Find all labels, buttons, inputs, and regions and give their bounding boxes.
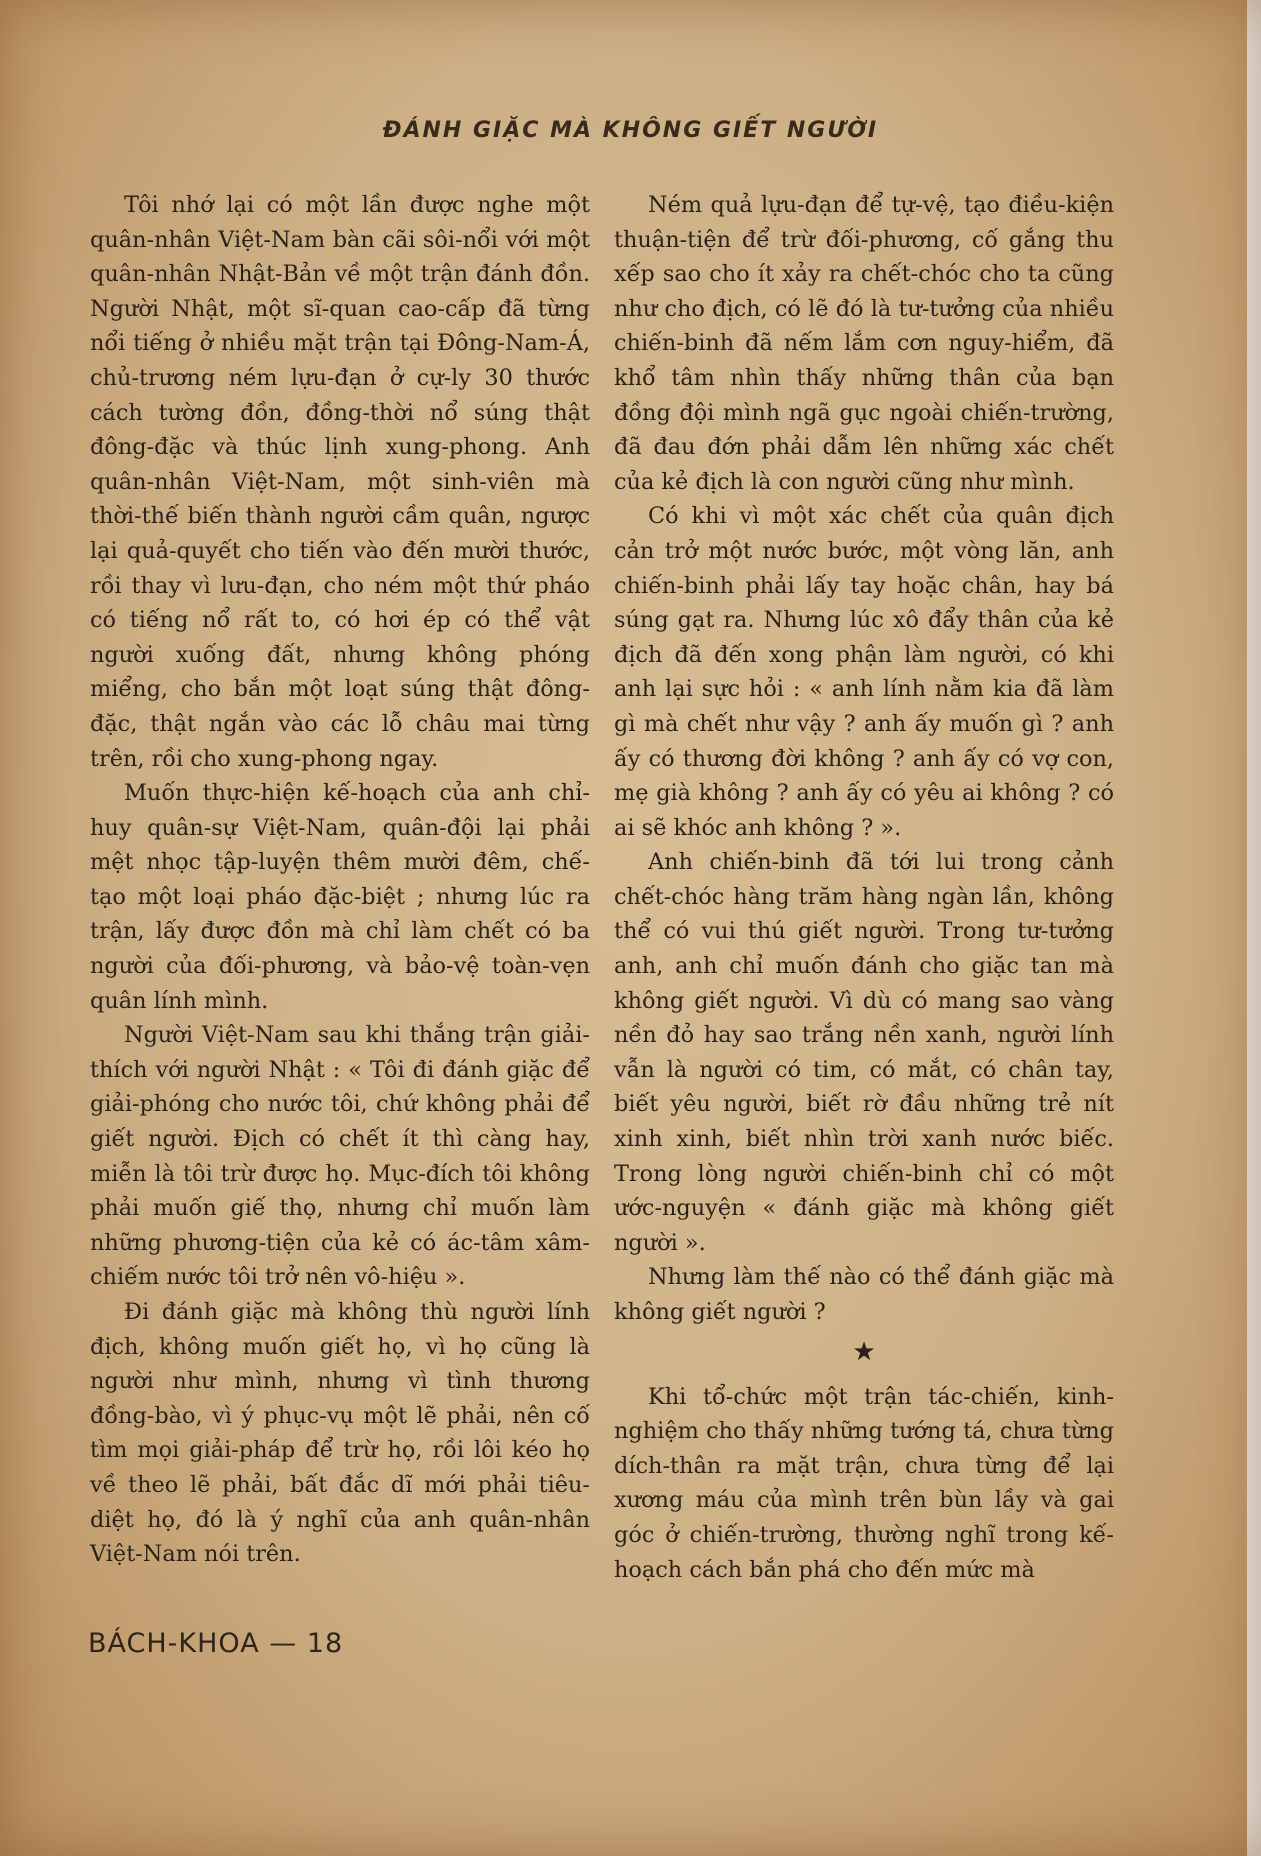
scan-edge bbox=[1247, 0, 1261, 1856]
paragraph: Đi đánh giặc mà không thù người lính địch, không muốn giết họ, vì họ cũng là người như mình, nhưng vì tình thương đồng-bào, vì ý phục-vụ một lẽ phải, nên cố tìm mọi giải-pháp để trừ họ, rồi lôi kéo họ về theo lẽ phải, bất đắc dĩ mới phải tiêu-diệt họ, đó là ý nghĩ của anh quân-nhân Việt-Nam nói trên. bbox=[90, 1299, 590, 1568]
paragraph: Có khi vì một xác chết của quân địch cản trở một nước bước, một vòng lăn, anh chiến-binh phải lấy tay hoặc chân, hay bá súng gạt ra. Nhưng lúc xô đẩy thân của kẻ địch đã đến xong phận làm người, có khi anh lại sực hỏi : « anh lính nằm kia đã làm gì mà chết như vậy ? anh ấy muốn gì ? anh ấy có thương đời không ? anh ấy có vợ con, mẹ già không ? anh ấy có yêu ai không ? có ai sẽ khóc anh không ? ». bbox=[614, 503, 1114, 841]
paragraph: Nhưng làm thế nào có thể đánh giặc mà không giết người ? bbox=[614, 1264, 1114, 1325]
running-title: ĐÁNH GIẶC MÀ KHÔNG GIẾT NGƯỜI bbox=[382, 118, 879, 143]
paragraph: Khi tổ-chức một trận tác-chiến, kinh-nghiệm cho thấy những tướng tá, chưa từng dích-thân ra mặt trận, chưa từng để lại xương máu của mình trên bùn lầy và gai góc ở chiến-trường, thường nghĩ trong kế-hoạch cách bắn phá cho đến mức mà bbox=[614, 1383, 1114, 1583]
page-footer: BÁCH-KHOA — 18 bbox=[88, 1628, 344, 1659]
paragraph: Anh chiến-binh đã tới lui trong cảnh chết-chóc hàng trăm hàng ngàn lần, không thể có vui thú giết người. Trong tư-tưởng anh, anh chỉ muốn đánh cho giặc tan mà không giết người. Vì dù có mang sao vàng nền đỏ hay sao trắng nền xanh, người lính vẫn là người có tim, có mắt, có chân tay, biết yêu người, biết rờ đầu những trẻ nít xinh xinh, biết nhìn trời xanh nước biếc. Trong lòng người chiến-binh chỉ có một ước-nguyện « đánh giặc mà không giết người ». bbox=[614, 849, 1114, 1256]
right-column bbox=[614, 188, 1114, 1587]
paragraph: Tôi nhớ lại có một lần được nghe một quân-nhân Việt-Nam bàn cãi sôi-nổi với một quân-nhân Nhật-Bản về một trận đánh đồn. Người Nhật, một sĩ-quan cao-cấp đã từng nổi tiếng ở nhiều mặt trận tại Đông-Nam-Á, chủ-trương ném lựu-đạn ở cự-ly 30 thước cách tường đồn, đồng-thời nổ súng thật đông-đặc và thúc lịnh xung-phong. Anh quân-nhân Việt-Nam, một sinh-viên mà thời-thế biến thành người cầm quân, ngược lại quả-quyết cho tiến vào đến mười thước, rồi thay vì lưu-đạn, cho ném một thứ pháo có tiếng nổ rất to, có hơi ép có thể vật người xuống đất, nhưng không phóng miểng, cho bắn một loạt súng thật đông-đặc, thật ngắn vào các lỗ châu mai từng trên, rồi cho xung-phong ngay. bbox=[90, 192, 590, 772]
paragraph: Muốn thực-hiện kế-hoạch của anh chỉ-huy quân-sự Việt-Nam, quân-đội lại phải mệt nhọc tập-luyện thêm mười đêm, chế-tạo một loại pháo đặc-biệt ; nhưng lúc ra trận, lấy được đồn mà chỉ làm chết có ba người của đối-phương, và bảo-vệ toàn-vẹn quân lính mình. bbox=[90, 780, 590, 1014]
paragraph: Ném quả lựu-đạn để tự-vệ, tạo điều-kiện thuận-tiện để trừ đối-phương, cố gắng thu xếp sao cho ít xảy ra chết-chóc cho ta cũng như cho địch, có lẽ đó là tư-tưởng của nhiều chiến-binh đã nếm lắm cơn nguy-hiểm, đã khổ tâm nhìn thấy những thân của bạn đồng đội mình ngã gục ngoài chiến-trường, đã đau đớn phải dẫm lên những xác chết của kẻ địch là con người cũng như mình. bbox=[614, 192, 1114, 495]
section-separator-star: ★ bbox=[852, 1336, 876, 1367]
paragraph: Người Việt-Nam sau khi thắng trận giải-thích với người Nhật : « Tôi đi đánh giặc để giải-phóng cho nước tôi, chứ không phải để giết người. Địch có chết ít thì càng hay, miễn là tôi trừ được họ. Mục-đích tôi không phải muốn giế thọ, nhưng chỉ muốn làm những phương-tiện của kẻ có ác-tâm xâm-chiếm nước tôi trở nên vô-hiệu ». bbox=[90, 1022, 590, 1291]
left-column bbox=[90, 188, 590, 1572]
